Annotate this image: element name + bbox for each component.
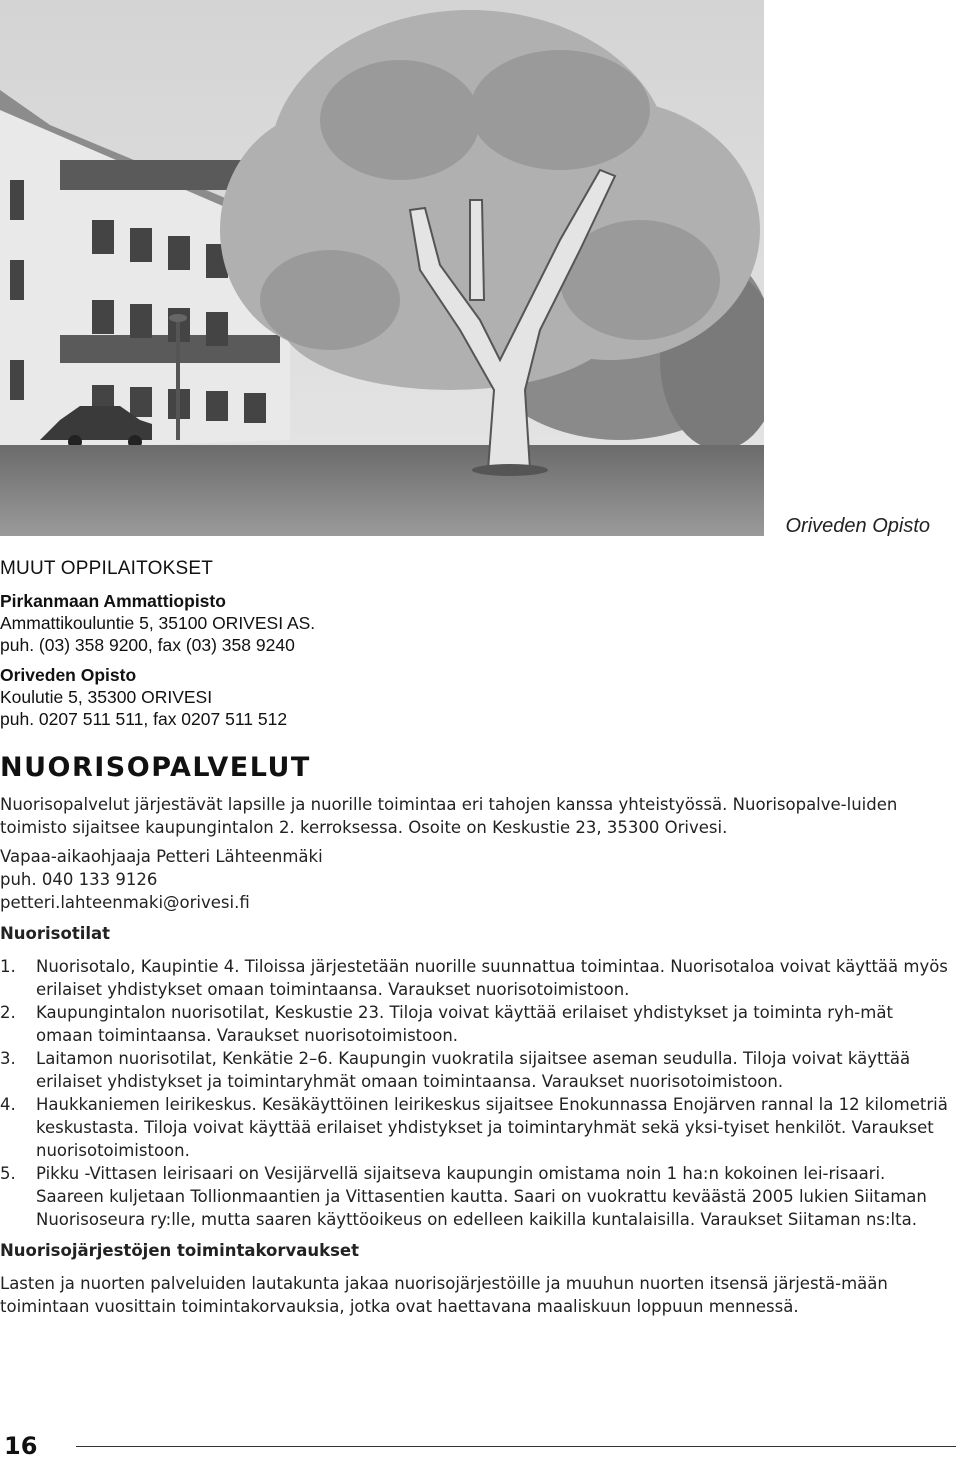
korvaus-text: Lasten ja nuorten palveluiden lautakunta jakaa nuorisojärjestöille ja muuhun nuorten itsensä järjestä-mään toimintaan vuosittain toimintakorvauksia, jotka ovat haettavana maaliskuun loppuun mennessä. [0, 1274, 888, 1316]
list-item-text: Pikku -Vittasen leirisaari on Vesijärvellä sijaitseva kaupungin omistama noin 1 ha:n kokoinen lei-risaari. Saareen kuljetaan Tollionmaantien ja Vittasentien kautta. Saari on vuokrattu keväästä 2005 lukien Siitaman Nuorisoseura ry:lle, mutta saaren käyttöoikeus on edelleen kaikilla kuntalaisilla. Varaukset Siitaman ns:lta. [36, 1164, 927, 1229]
page-number: 16 [4, 1432, 38, 1460]
list-item-number: 3. [0, 1049, 16, 1068]
institution-name: Oriveden Opisto [0, 665, 137, 685]
list-item-number: 1. [0, 957, 16, 976]
list-item-text: Kaupungintalon nuorisotilat, Keskustie 23. Tiloja voivat käyttää erilaiset yhdistykset ja toiminta ryh-mät omaan toimintaansa. Varaukset nuorisotoimistoon. [36, 1003, 893, 1045]
tilat-heading: Nuorisotilat [0, 924, 111, 943]
header-photo [0, 0, 764, 536]
list-item-number: 4. [0, 1095, 16, 1114]
list-item [0, 955, 950, 1001]
list-item-number: 5. [0, 1164, 16, 1183]
building-and-birch-tree-photo [0, 0, 764, 536]
list-item [0, 1162, 950, 1231]
list-item [0, 1047, 950, 1093]
nuoriso-body [0, 793, 950, 1318]
korvaus-heading: Nuorisojärjestöjen toimintakorvaukset [0, 1241, 360, 1260]
list-item-text: Nuorisotalo, Kaupintie 4. Tiloissa järjestetään nuorille suunnattua toimintaa. Nuorisotaloa voivat käyttää myös erilaiset yhdistykset omaan toimintaansa. Varaukset nuorisotoimistoon. [36, 957, 948, 999]
institution-name: Pirkanmaan Ammattiopisto [0, 591, 226, 611]
institution-phone: puh. (03) 358 9200, fax (03) 358 9240 [0, 635, 295, 655]
facilities-list [0, 955, 950, 1231]
nuoriso-intro: Nuorisopalvelut järjestävät lapsille ja nuorille toimintaa eri tahojen kanssa yhteistyössä. Nuorisopalve-luiden toimisto sijaitsee kaupungintalon 2. kerroksessa. Osoite on Keskustie 23, 35300 Orivesi. [0, 795, 898, 837]
list-item-text: Haukkaniemen leirikeskus. Kesäkäyttöinen leirikeskus sijaitsee Enokunnassa Enojärven rannal la 12 kilometriä keskustasta. Tiloja voivat käyttää erilaiset yhdistykset ja toimintaryhmät sekä yksi-tyiset henkilöt. Varaukset nuorisotoimistoon. [36, 1095, 948, 1160]
footer-divider [76, 1446, 956, 1447]
contact-title: Vapaa-aikaohjaaja Petteri Lähteenmäki [0, 847, 323, 866]
list-item-text: Laitamon nuorisotilat, Kenkätie 2–6. Kaupungin vuokratila sijaitsee aseman seudulla. Tiloja voivat käyttää erilaiset yhdistykset ja toimintaryhmät omaan toimintaansa. Varaukset nuorisotoimistoon. [36, 1049, 911, 1091]
institution-address: Ammattikouluntie 5, 35100 ORIVESI AS. [0, 613, 316, 633]
list-item-number: 2. [0, 1003, 16, 1022]
contact-email[interactable]: petteri.lahteenmaki@orivesi.fi [0, 893, 250, 912]
contact-phone: puh. 040 133 9126 [0, 870, 158, 889]
list-item [0, 1001, 950, 1047]
institution-address: Koulutie 5, 35300 ORIVESI [0, 687, 213, 707]
list-item [0, 1093, 950, 1162]
institution-block [0, 664, 950, 730]
photo-caption: Oriveden Opisto [785, 515, 930, 537]
contact-block [0, 845, 950, 914]
institution-block [0, 590, 950, 656]
muut-heading: MUUT OPPILAITOKSET [0, 558, 213, 579]
page-content [0, 558, 950, 1324]
nuoriso-heading: NUORISOPALVELUT [0, 752, 311, 783]
institution-phone: puh. 0207 511 511, fax 0207 511 512 [0, 709, 288, 729]
